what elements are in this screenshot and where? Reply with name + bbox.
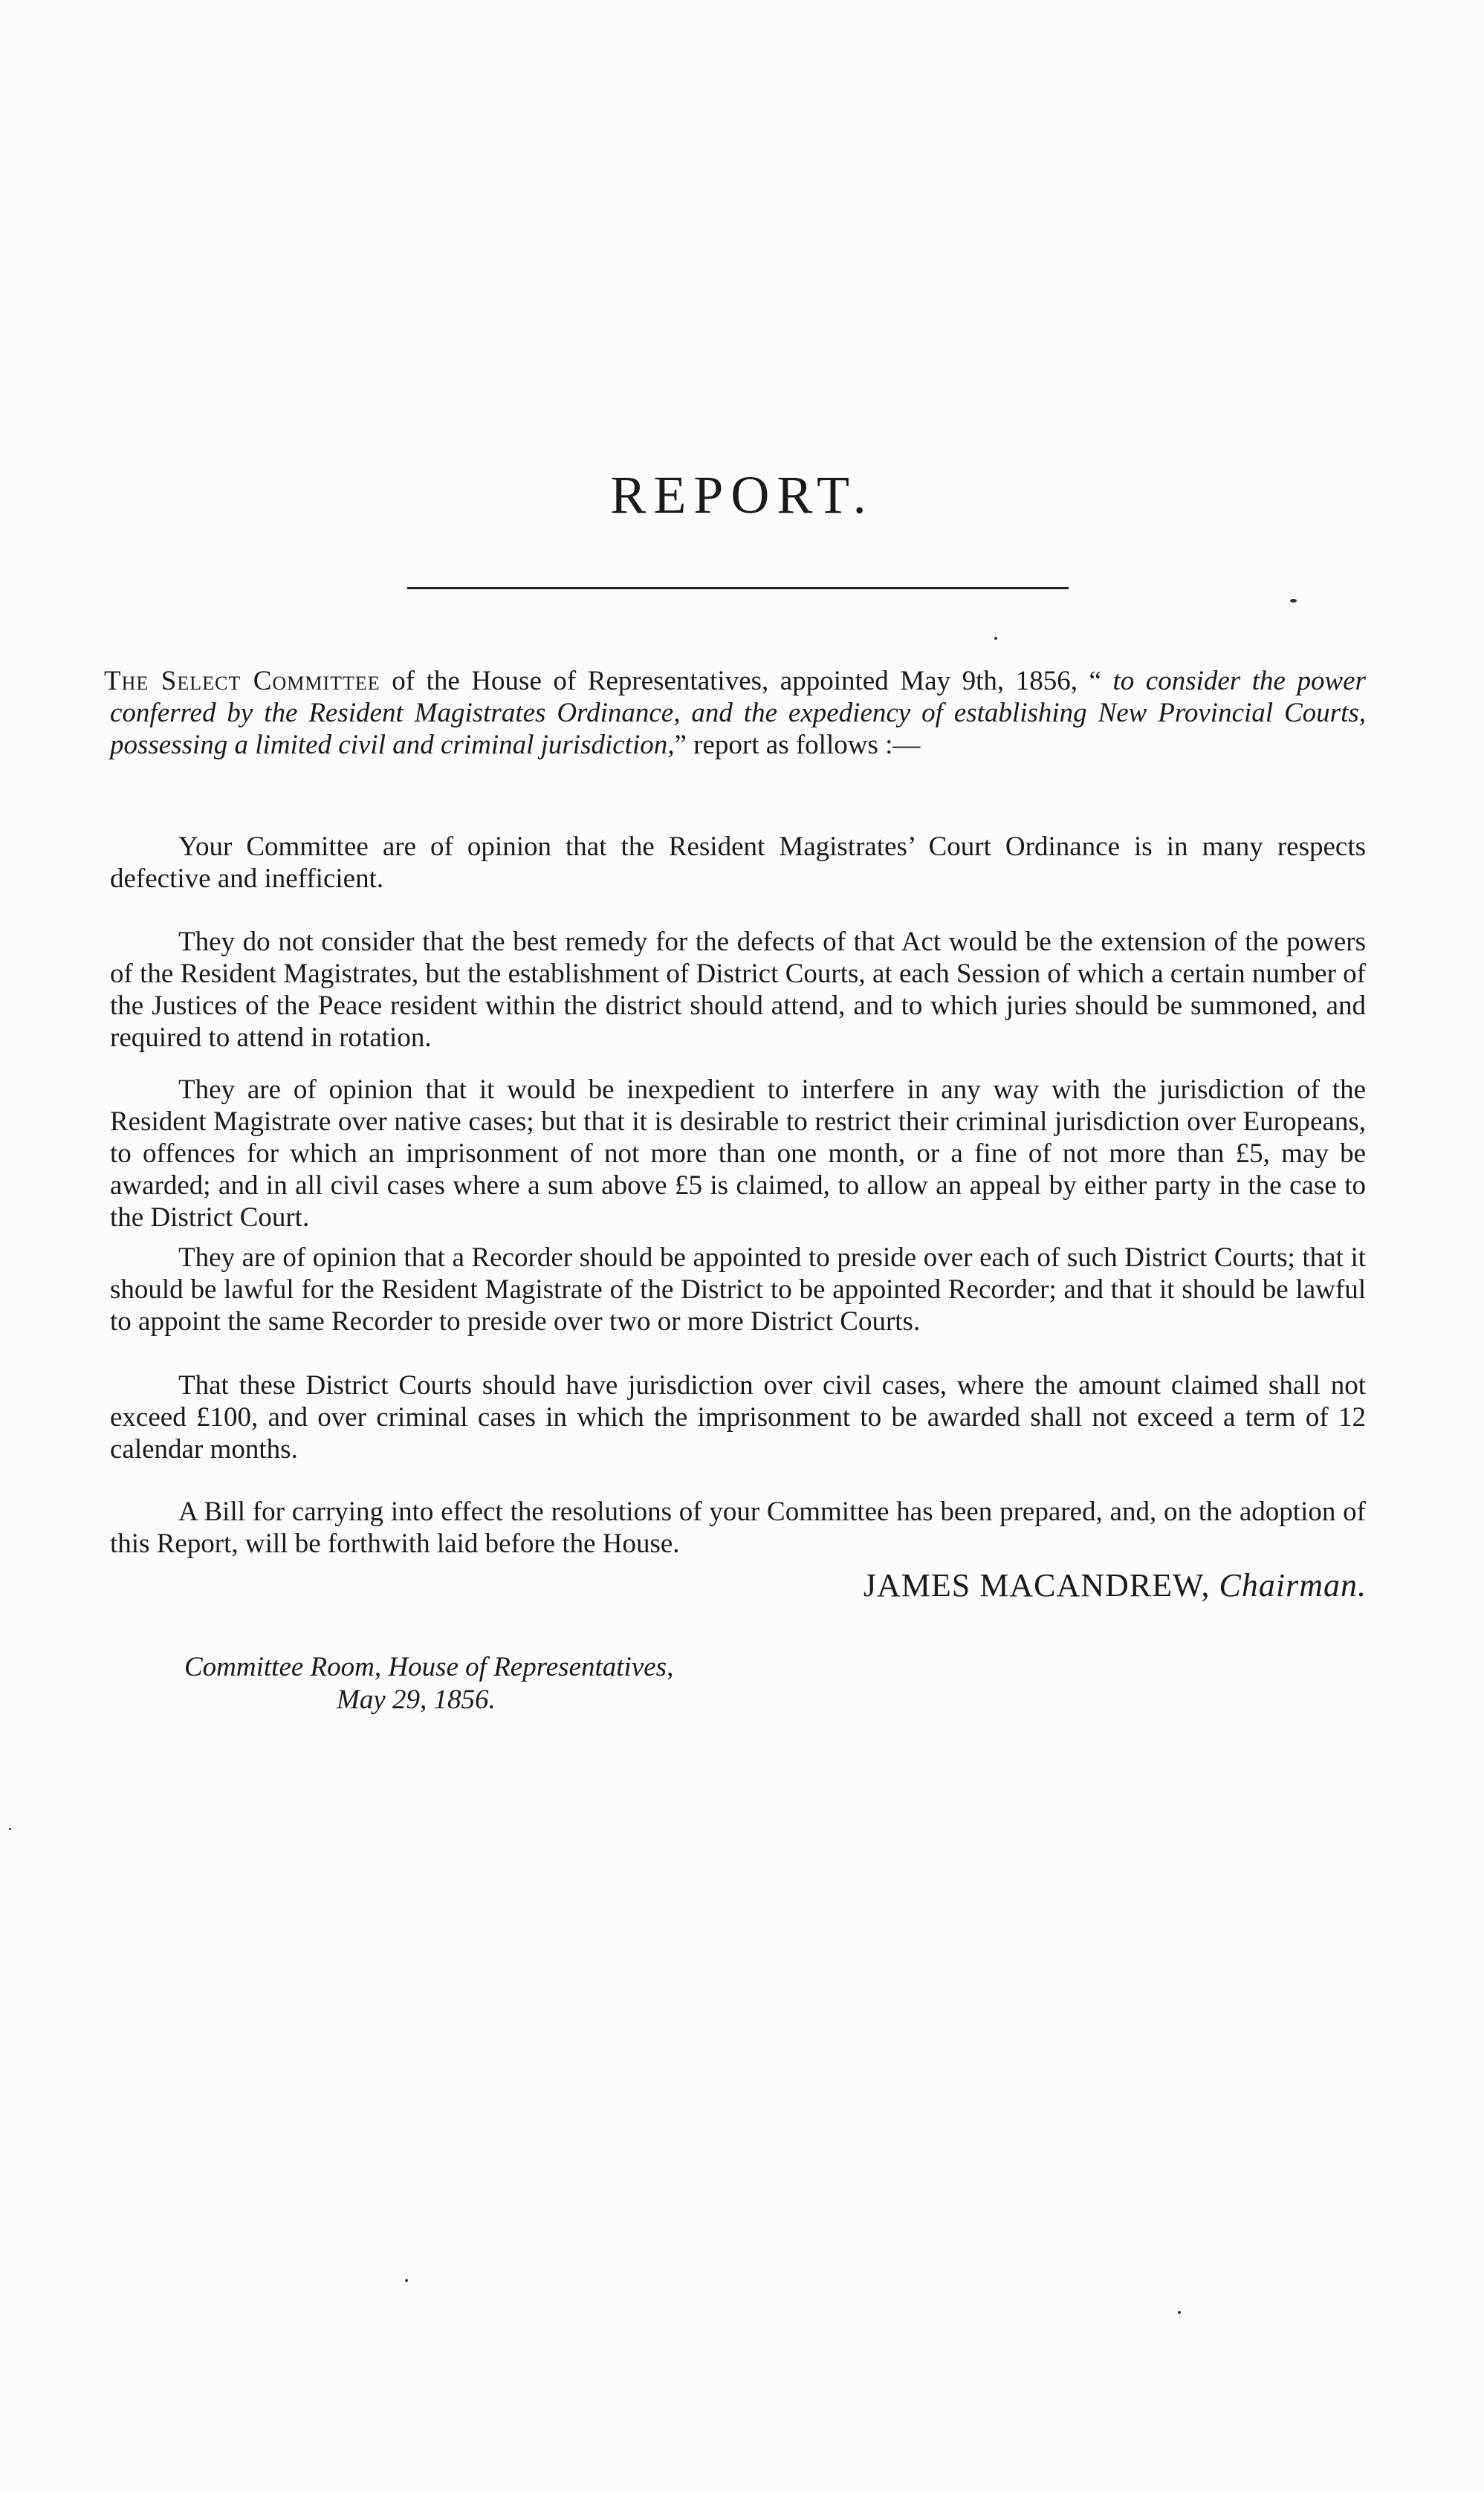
- report-paragraph: A Bill for carrying into effect the resolutions of your Committee has been prepared, and, on the adoption of this Report, will be forthwith laid before the House.: [110, 1497, 1366, 1559]
- place-and-date: [184, 1651, 673, 1716]
- intro-text: of the House of Representatives, appointed May 9th, 1856, “: [380, 666, 1113, 696]
- page-title: REPORT.: [610, 465, 874, 525]
- reference-quote: to consider the power conferred by the Resident Magistrates Ordinance, and the expediency of establishing New Provincial Courts, possessing a limited civil and criminal jurisdiction,: [110, 666, 1366, 760]
- signatory-name: JAMES MACANDREW,: [863, 1567, 1211, 1604]
- print-speck: [1290, 599, 1297, 603]
- signatory-role: Chairman.: [1219, 1567, 1367, 1604]
- intro-closing: ” report as follows :—: [674, 730, 921, 760]
- print-speck: [1178, 2311, 1181, 2314]
- print-speck: [405, 2279, 408, 2282]
- report-paragraph: They are of opinion that it would be inexpedient to interfere in any way with the jurisdiction of the Resident Magistrate over native cases; but that it is desirable to restrict their criminal jurisdiction over Europeans, to offences for which an imprisonment of not more than one month, or a fine of not more than £5, may be awarded; and in all civil cases where a sum above £5 is claimed, to allow an appeal by either party in the case to the District Court.: [110, 1074, 1366, 1233]
- report-paragraph: They do not consider that the best remedy for the defects of that Act would be the extension of the powers of the Resident Magistrates, but the establishment of District Courts, at each Session of which a certain number of the Justices of the Peace resident within the district should attend, and to which juries should be summoned, and required to attend in rotation.: [110, 927, 1366, 1053]
- report-paragraph: Your Committee are of opinion that the Resident Magistrates’ Court Ordinance is in many respects defective and inefficient.: [110, 831, 1366, 894]
- title-rule: [407, 587, 1069, 589]
- intro-paragraph: [104, 665, 1366, 761]
- signature: [863, 1566, 1367, 1604]
- report-paragraph: They are of opinion that a Recorder should be appointed to preside over each of such District Courts; that it should be lawful for the Resident Magistrate of the District to be appointed Recorder; and that it should be lawful to appoint the same Recorder to preside over two or more District Courts.: [110, 1242, 1366, 1337]
- committee-lead: The Select Committee: [104, 666, 380, 696]
- print-speck: [994, 637, 997, 640]
- place-line: Committee Room, House of Representatives,: [184, 1652, 674, 1682]
- date-line: May 29, 1856.: [337, 1685, 496, 1715]
- print-speck: [9, 1828, 11, 1830]
- report-paragraph: That these District Courts should have jurisdiction over civil cases, where the amount claimed shall not exceed £100, and over criminal cases in which the imprisonment to be awarded shall not exceed a term of 12 calendar months.: [110, 1370, 1366, 1465]
